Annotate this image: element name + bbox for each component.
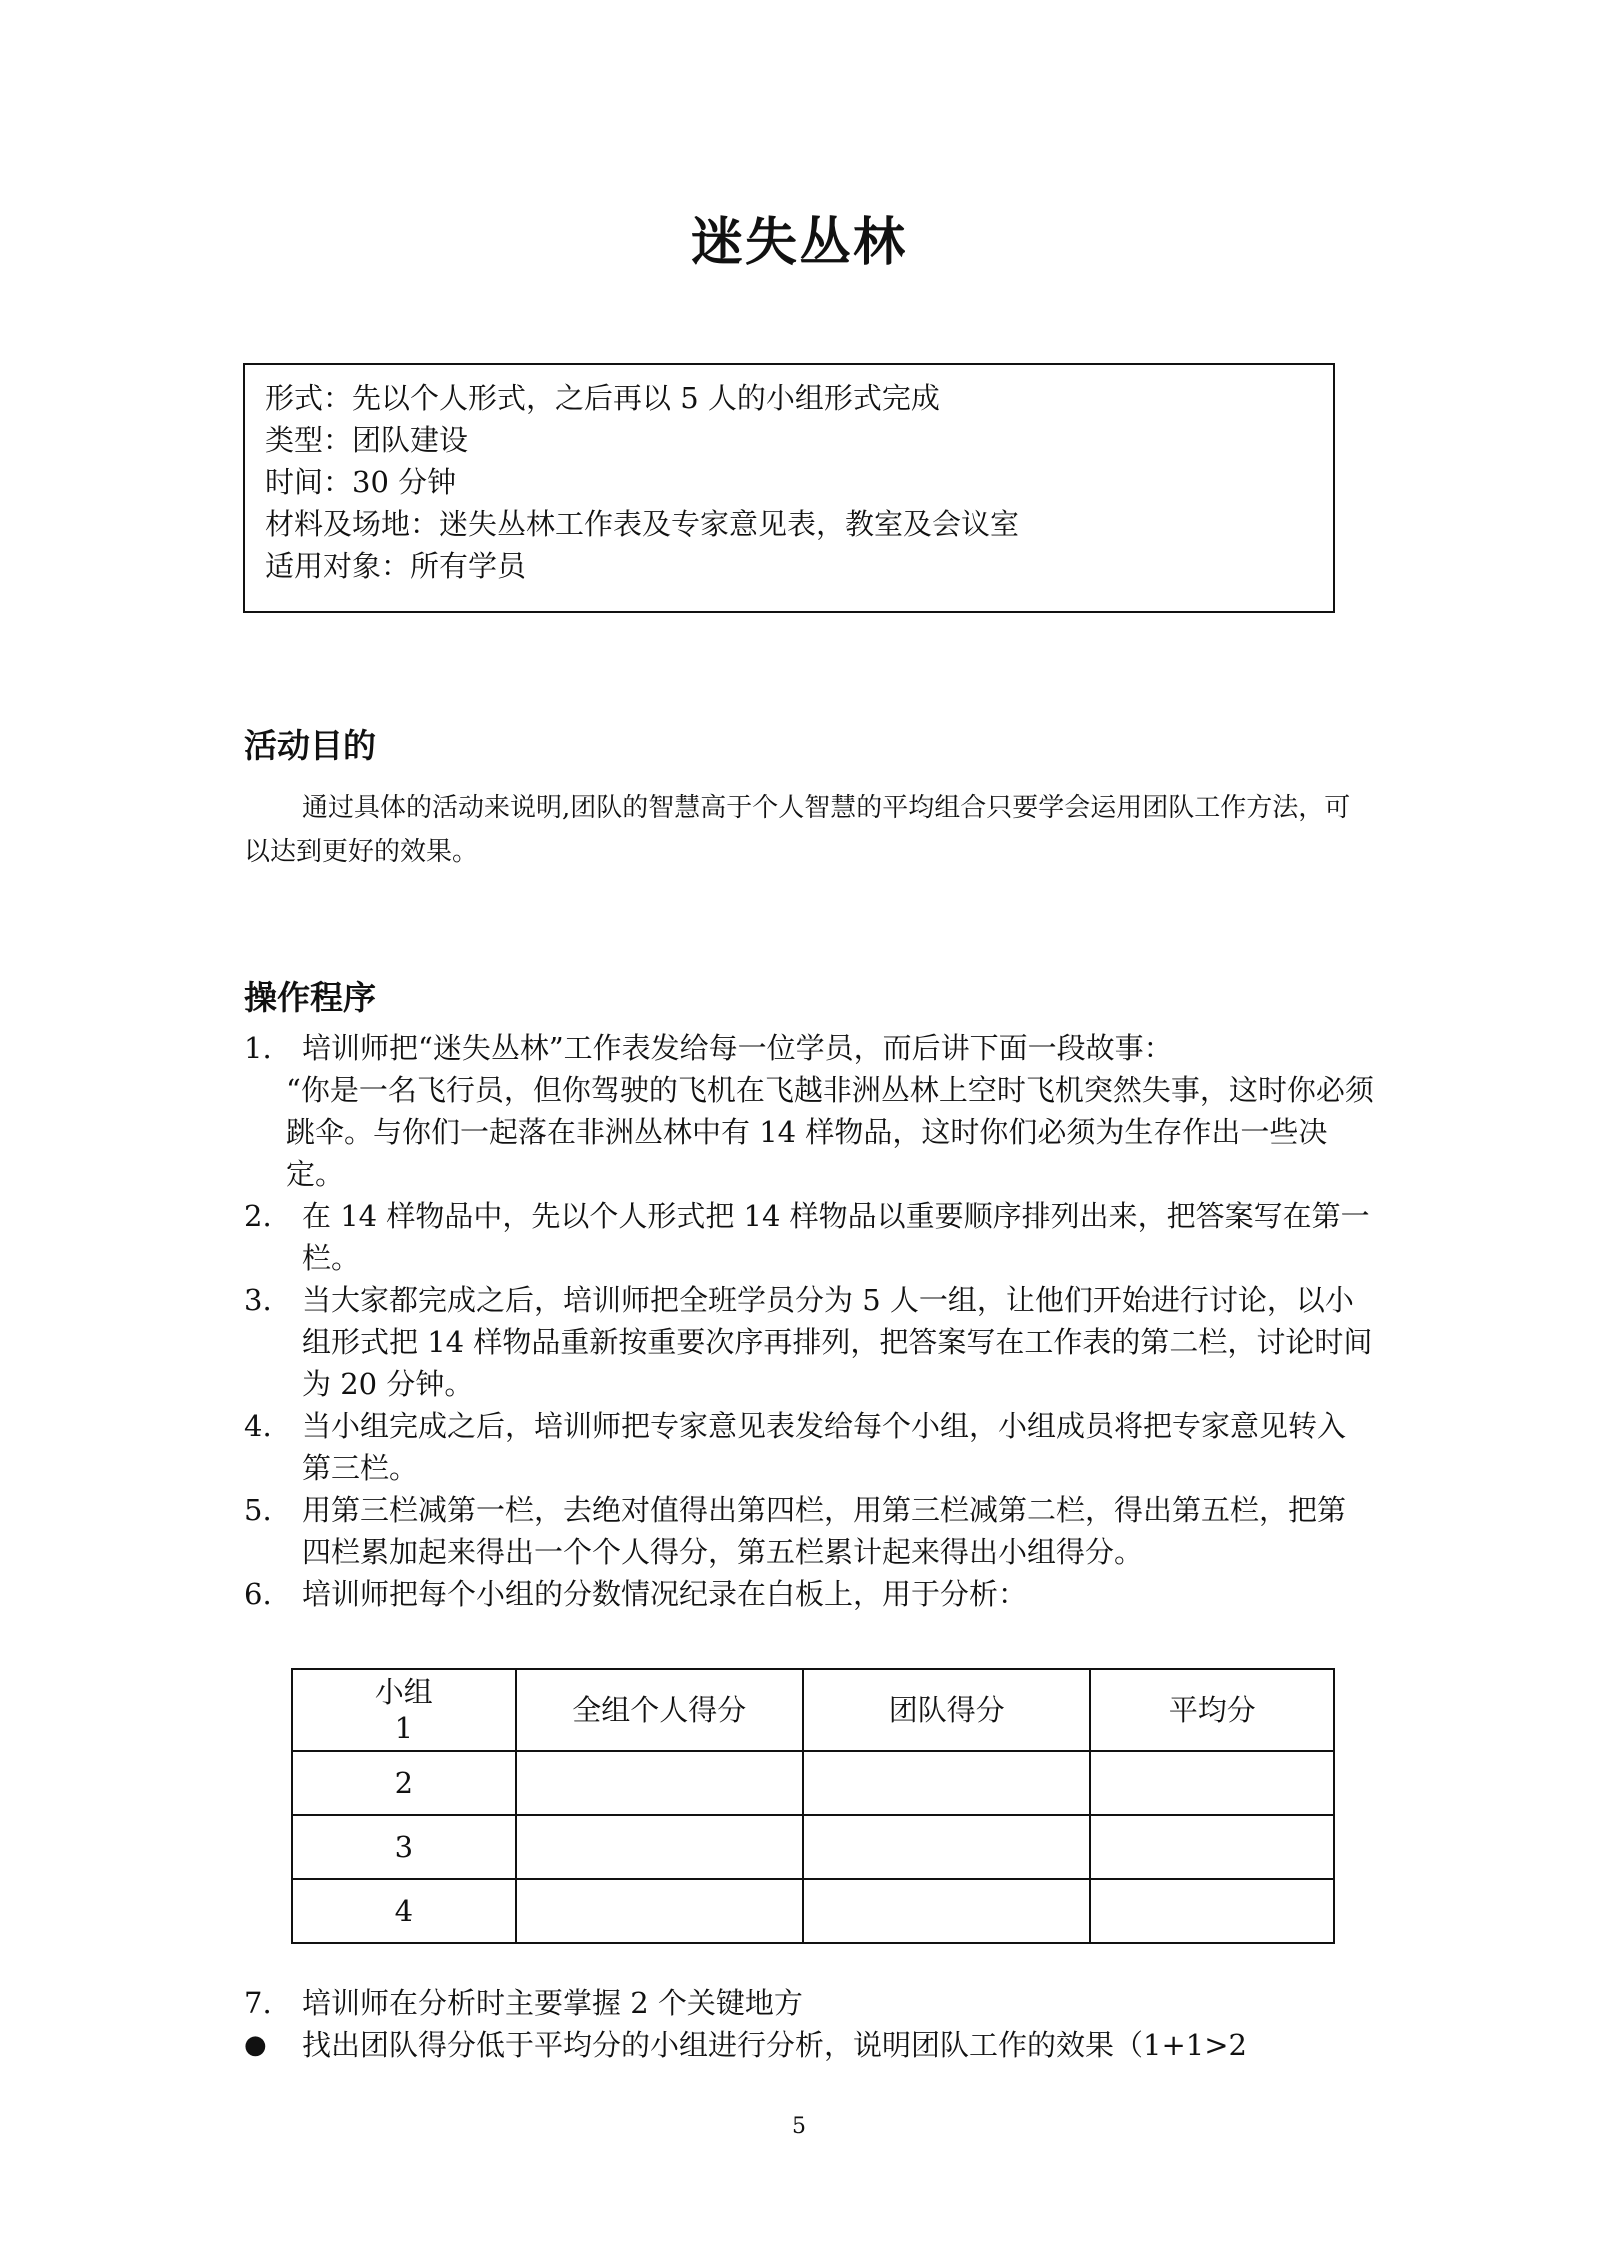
group-number-cell: 3 (292, 1815, 516, 1879)
story-text: “你是一名飞行员，但你驾驶的飞机在飞越非洲丛林上空时飞机突然失事，这时你必须跳伞。与你们一起落在非洲丛林中有 14 样物品，这时你们必须为生存作出一些决定。 (286, 1073, 1374, 1191)
page-title: 迷失丛林 (690, 213, 907, 273)
empty-cell (803, 1751, 1090, 1815)
step-number: 6. (244, 1577, 272, 1611)
header-group-number: 1 (394, 1711, 414, 1745)
step-3 (244, 1279, 1374, 1405)
table-row (292, 1751, 1334, 1815)
empty-cell (1090, 1751, 1334, 1815)
header-group (292, 1669, 516, 1751)
procedure-heading: 操作程序 (244, 978, 376, 1017)
table-header-row (292, 1669, 1334, 1751)
step-text: 培训师在分析时主要掌握 2 个关键地方 (302, 1986, 803, 2020)
table-row (292, 1879, 1334, 1943)
info-box (243, 363, 1335, 613)
step-6 (244, 1573, 1374, 1615)
header-group-label: 小组 (374, 1675, 433, 1709)
analysis-section (244, 1982, 1374, 2066)
empty-cell (1090, 1815, 1334, 1879)
purpose-text: 通过具体的活动来说明,团队的智慧高于个人智慧的平均组合只要学会运用团队工作方法，可以达到更好的效果。 (244, 793, 1351, 867)
empty-cell (1090, 1879, 1334, 1943)
bullet-icon: ● (244, 2030, 267, 2060)
group-number-cell: 2 (292, 1751, 516, 1815)
empty-cell (803, 1815, 1090, 1879)
bullet-item (244, 2024, 1374, 2066)
step-4 (244, 1405, 1374, 1489)
header-average-score: 平均分 (1090, 1669, 1334, 1751)
step-number: 1. (244, 1031, 272, 1065)
step-5 (244, 1489, 1374, 1573)
empty-cell (803, 1879, 1090, 1943)
step-text: 当小组完成之后，培训师把专家意见表发给每个小组，小组成员将把专家意见转入第三栏。 (302, 1409, 1347, 1485)
empty-cell (516, 1751, 803, 1815)
group-number-cell: 4 (292, 1879, 516, 1943)
step-number: 4. (244, 1409, 272, 1443)
bullet-text: 找出团队得分低于平均分的小组进行分析，说明团队工作的效果（1+1>2 (302, 2028, 1247, 2062)
table-row (292, 1815, 1334, 1879)
procedure-steps (244, 1027, 1374, 1615)
step-text: 当大家都完成之后，培训师把全班学员分为 5 人一组，让他们开始进行讨论，以小组形式把 14 样物品重新按重要次序再排列，把答案写在工作表的第二栏，讨论时间为 20 分钟。 (302, 1283, 1373, 1401)
info-time: 时间：30 分钟 (265, 465, 457, 499)
info-audience: 适用对象：所有学员 (265, 549, 527, 583)
step-text: 培训师把“迷失丛林”工作表发给每一位学员，而后讲下面一段故事： (302, 1031, 1173, 1065)
purpose-heading: 活动目的 (244, 726, 376, 765)
step-7 (244, 1982, 1374, 2024)
step-number: 3. (244, 1283, 272, 1317)
step-text: 在 14 样物品中，先以个人形式把 14 样物品以重要顺序排列出来，把答案写在第一栏。 (302, 1199, 1370, 1275)
step-number: 2. (244, 1199, 272, 1233)
step-number: 7. (244, 1986, 272, 2020)
step-text: 用第三栏减第一栏，去绝对值得出第四栏，用第三栏减第二栏，得出第五栏，把第四栏累加起来得出一个个人得分，第五栏累计起来得出小组得分。 (302, 1493, 1347, 1569)
step-text: 培训师把每个小组的分数情况纪录在白板上，用于分析： (302, 1577, 1028, 1611)
info-materials: 材料及场地：迷失丛林工作表及专家意见表，教室及会议室 (265, 507, 1020, 541)
step-1 (244, 1027, 1374, 1069)
info-type: 类型：团队建设 (265, 423, 469, 457)
header-team-score: 团队得分 (803, 1669, 1090, 1751)
score-table (291, 1668, 1335, 1944)
empty-cell (516, 1879, 803, 1943)
empty-cell (516, 1815, 803, 1879)
step-number: 5. (244, 1493, 272, 1527)
page-number: 5 (792, 2114, 806, 2139)
header-individual-score: 全组个人得分 (516, 1669, 803, 1751)
step-2 (244, 1195, 1374, 1279)
info-format: 形式：先以个人形式，之后再以 5 人的小组形式完成 (265, 381, 940, 415)
